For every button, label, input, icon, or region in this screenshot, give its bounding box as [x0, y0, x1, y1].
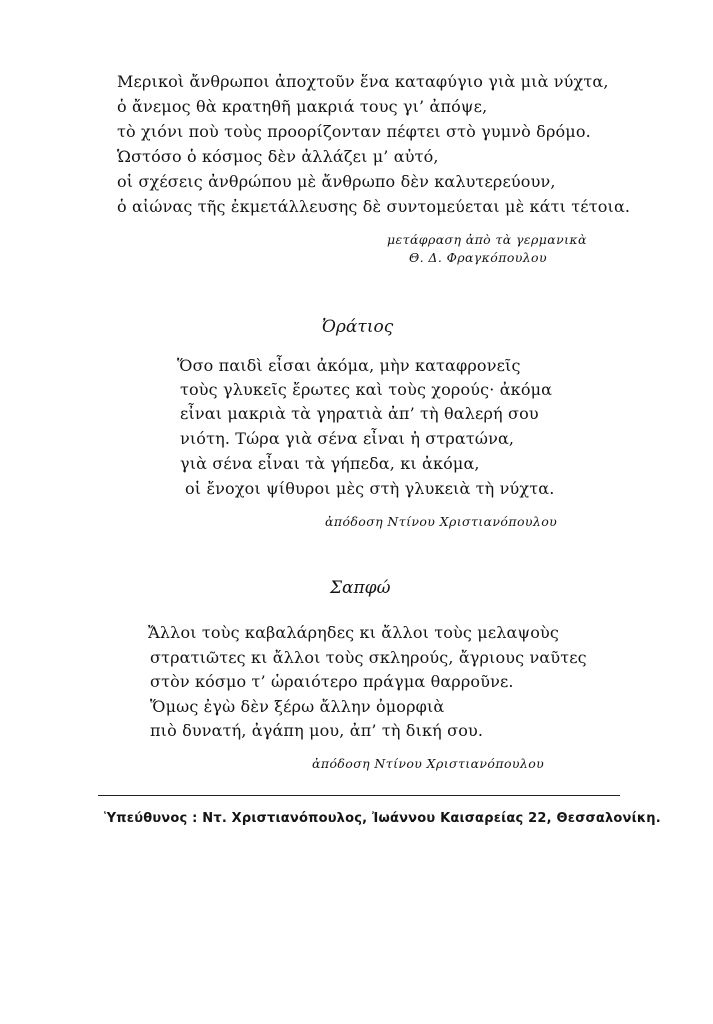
poem-2-title: Ὀράτιος	[322, 317, 394, 337]
poem-1-line-1: Μερικοὶ ἄνθρωποι ἀποχτοῦν ἕνα καταφύγιο γιὰ μιὰ νύχτα,	[117, 72, 609, 91]
poem-1-line-4: Ὡστόσο ὁ κόσμος δὲν ἀλλάζει μ’ αὐτό,	[117, 147, 439, 166]
poem-1-line-6: ὁ αἰώνας τῆς ἐκμετάλλευσης δὲ συντομεύεται μὲ κάτι τέτοια.	[117, 197, 631, 216]
poem-3-title: Σαπφώ	[330, 578, 391, 598]
poem-3-line-5: πιὸ δυνατή, ἀγάπη μου, ἀπ’ τὴ δική σου.	[150, 721, 484, 740]
footer-responsible: Ὑπεύθυνος : Ντ. Χριστιανόπουλος, Ἰωάννου Καισαρείας 22, Θεσσαλονίκη.	[104, 811, 661, 826]
poem-1-line-5: οἱ σχέσεις ἀνθρώπου μὲ ἄνθρωπο δὲν καλυτερεύουν,	[117, 172, 556, 191]
poem-1-line-3: τὸ χιόνι ποὺ τοὺς προορίζονταν πέφτει στὸ γυμνὸ δρόμο.	[117, 122, 591, 141]
poem-3-line-2: στρατιῶτες κι ἄλλοι τοὺς σκληρούς, ἄγριους ναῦτες	[150, 648, 587, 667]
poem-2-line-1: Ὅσο παιδὶ εἶσαι ἀκόμα, μὴν καταφρονεῖς	[177, 356, 521, 375]
poem-3-line-4: Ὅμως ἐγὼ δὲν ξέρω ἄλλην ὀμορφιὰ	[150, 697, 445, 716]
poem-2-line-6: οἱ ἔνοχοι ψίθυροι μὲς στὴ γλυκειὰ τὴ νύχτα.	[185, 479, 555, 498]
poem-1-line-2: ὁ ἄνεμος θὰ κρατηθῆ μακριά τους γι’ ἀπόψε,	[117, 97, 488, 116]
poem-2-line-4: νιότη. Τώρα γιὰ σένα εἶναι ἡ στρατώνα,	[180, 429, 515, 448]
poem-3-credit: ἀπόδοση Ντίνου Χριστιανόπουλου	[312, 756, 545, 771]
poem-1-credit-translation: μετάφραση ἀπὸ τὰ γερμανικὰ	[387, 232, 587, 247]
poem-2-credit: ἀπόδοση Ντίνου Χριστιανόπουλου	[325, 514, 558, 529]
poem-1-credit-translator: Θ. Δ. Φραγκόπουλου	[409, 250, 547, 265]
poem-2-line-2: τοὺς γλυκεῖς ἔρωτες καὶ τοὺς χορούς· ἀκόμα	[180, 380, 553, 399]
poem-2-line-5: γιὰ σένα εἶναι τὰ γήπεδα, κι ἀκόμα,	[180, 454, 480, 473]
footer-divider	[98, 795, 620, 796]
poem-3-line-3: στὸν κόσμο τ’ ὡραιότερο πράγμα θαρροῦνε.	[150, 672, 514, 691]
poem-3-line-1: Ἄλλοι τοὺς καβαλάρηδες κι ἄλλοι τοὺς μελαψοὺς	[148, 623, 559, 642]
poem-2-line-3: εἶναι μακριὰ τὰ γηρατιὰ ἀπ’ τὴ θαλερή σου	[180, 404, 539, 423]
